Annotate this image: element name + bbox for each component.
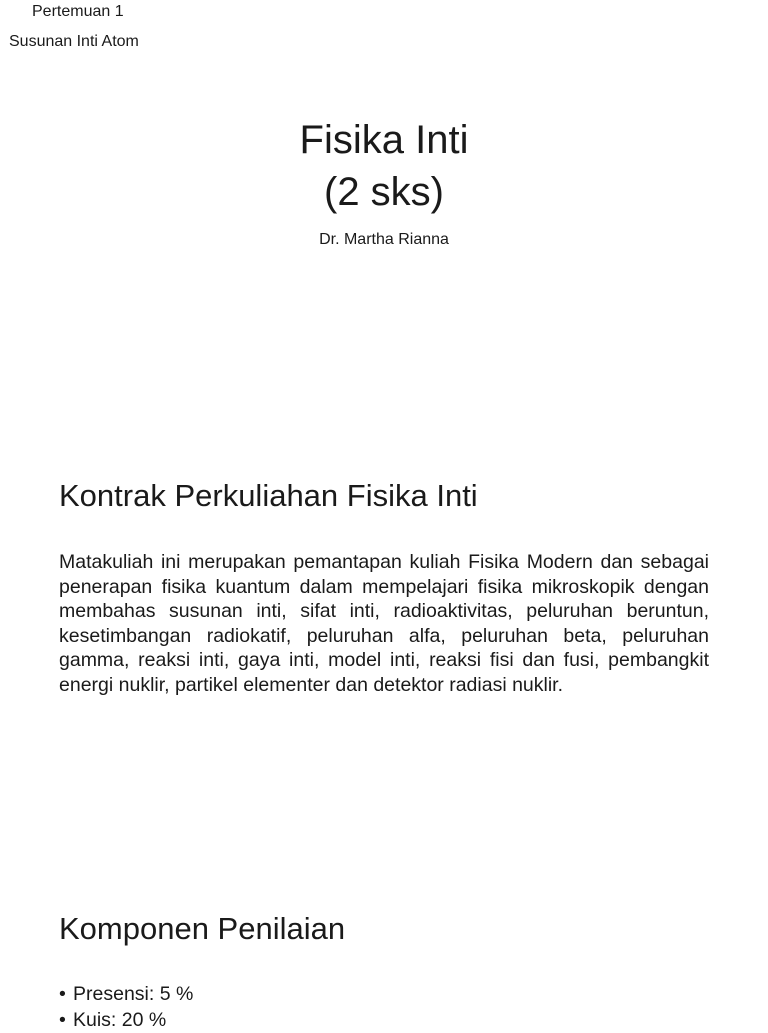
contract-slide [0,432,768,864]
bullet-icon: • [59,1009,66,1031]
assessment-slide [0,864,768,1031]
course-credits: (2 sks) [324,170,444,214]
contract-heading: Kontrak Perkuliahan Fisika Inti [59,478,478,513]
list-item-text: Presensi: 5 % [73,983,194,1005]
title-slide [0,0,768,432]
course-description: Matakuliah ini merupakan pemantapan kuliah Fisika Modern dan sebagai penerapan fisika kuantum dalam mempelajari fisika mikroskopik dengan membahas susunan inti, sifat inti, radioaktivitas, peluruhan beruntun, kesetimbangan radiokatif, peluruhan alfa, peluruhan beta, peluruhan gamma, reaksi inti, gaya inti, model inti, reaksi fisi dan fusi, pembangkit energi nuklir, partikel elementer dan detektor radiasi nuklir. [59,551,709,696]
meeting-topic: Susunan Inti Atom [9,33,139,50]
lecturer-name: Dr. Martha Rianna [319,231,449,248]
bullet-icon: • [59,983,66,1005]
assessment-list [59,981,193,1033]
list-item [59,981,193,1007]
meeting-number: Pertemuan 1 [32,3,124,20]
list-item-text: Kuis: 20 % [73,1009,167,1031]
list-item [59,1007,193,1033]
assessment-heading: Komponen Penilaian [59,911,346,946]
course-title: Fisika Inti [299,118,469,162]
